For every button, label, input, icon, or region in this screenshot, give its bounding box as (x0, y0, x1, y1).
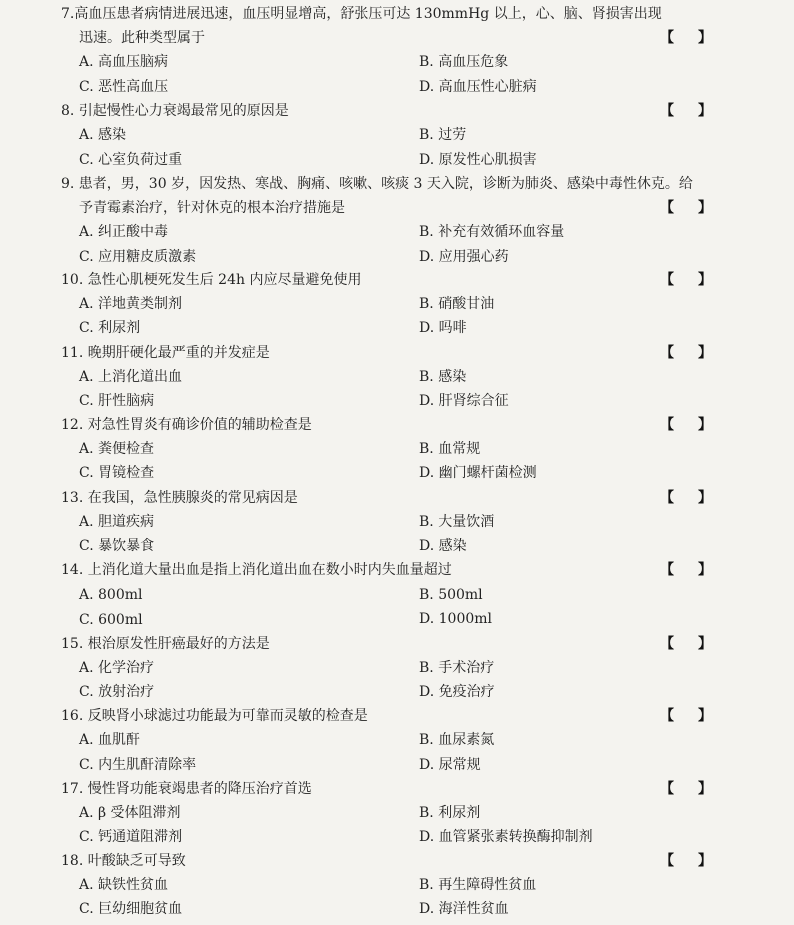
bracket-close: 】 (698, 272, 712, 288)
bracket-open: 【 (660, 103, 674, 119)
option-d[interactable]: D. 吗啡 (419, 320, 467, 336)
bracket-open: 【 (660, 345, 674, 361)
bracket-close: 】 (698, 562, 712, 578)
option-c[interactable]: C. 放射治疗 (79, 684, 155, 700)
bracket-close: 】 (698, 200, 712, 216)
bracket-open: 【 (660, 417, 674, 433)
bracket-close: 】 (698, 781, 712, 797)
question-stem: 12. 对急性胃炎有确诊价值的辅助检查是 (61, 417, 312, 433)
option-d[interactable]: D. 尿常规 (419, 757, 481, 773)
question-stem: 7.高血压患者病情进展迅速，血压明显增高，舒张压可达 130mmHg 以上，心、脑、肾损害出现 (61, 6, 662, 22)
option-a[interactable]: A. 化学治疗 (79, 660, 155, 676)
option-a[interactable]: A. 洋地黄类制剂 (79, 296, 183, 312)
option-b[interactable]: B. 过劳 (419, 127, 467, 143)
option-b[interactable]: B. 再生障碍性贫血 (419, 877, 537, 893)
question-stem: 14. 上消化道大量出血是指上消化道出血在数小时内失血量超过 (61, 562, 452, 578)
option-c[interactable]: C. 应用糖皮质激素 (79, 249, 197, 265)
answer-bracket[interactable] (660, 704, 712, 728)
option-c[interactable]: C. 内生肌酐清除率 (79, 757, 197, 773)
answer-bracket[interactable] (660, 486, 712, 510)
option-d[interactable]: D. 免疫治疗 (419, 684, 495, 700)
option-c[interactable]: C. 600ml (79, 612, 143, 628)
answer-bracket[interactable] (660, 849, 712, 873)
question-stem: 13. 在我国，急性胰腺炎的常见病因是 (61, 490, 298, 506)
option-d[interactable]: D. 海洋性贫血 (419, 901, 509, 917)
option-a[interactable]: A. β 受体阻滞剂 (79, 805, 181, 821)
option-c[interactable]: C. 恶性高血压 (79, 79, 169, 95)
option-d[interactable]: D. 高血压性心脏病 (419, 79, 537, 95)
option-b[interactable]: B. 大量饮酒 (419, 514, 495, 530)
option-b[interactable]: B. 血尿素氮 (419, 732, 495, 748)
option-a[interactable]: A. 血肌酐 (79, 732, 141, 748)
answer-bracket[interactable] (660, 99, 712, 123)
bracket-open: 【 (660, 636, 674, 652)
question-stem-continued: 予青霉素治疗，针对休克的根本治疗措施是 (79, 200, 345, 216)
answer-bracket[interactable] (660, 413, 712, 437)
bracket-close: 】 (698, 490, 712, 506)
option-c[interactable]: C. 暴饮暴食 (79, 538, 155, 554)
option-b[interactable]: B. 血常规 (419, 441, 481, 457)
option-d[interactable]: D. 原发性心肌损害 (419, 152, 537, 168)
option-d[interactable]: D. 血管紧张素转换酶抑制剂 (419, 829, 593, 845)
question-stem: 16. 反映肾小球滤过功能最为可靠而灵敏的检查是 (61, 708, 368, 724)
bracket-open: 【 (660, 30, 674, 46)
answer-bracket[interactable] (660, 26, 712, 50)
bracket-open: 【 (660, 853, 674, 869)
option-b[interactable]: B. 补充有效循环血容量 (419, 224, 565, 240)
option-c[interactable]: C. 胃镜检查 (79, 465, 155, 481)
option-c[interactable]: C. 钙通道阻滞剂 (79, 829, 183, 845)
question-stem: 11. 晚期肝硬化最严重的并发症是 (61, 345, 270, 361)
option-b[interactable]: B. 硝酸甘油 (419, 296, 495, 312)
option-a[interactable]: A. 纠正酸中毒 (79, 224, 169, 240)
answer-bracket[interactable] (660, 196, 712, 220)
option-a[interactable]: A. 800ml (79, 587, 143, 603)
option-d[interactable]: D. 应用强心药 (419, 249, 509, 265)
option-d[interactable]: D. 肝肾综合征 (419, 393, 509, 409)
bracket-open: 【 (660, 490, 674, 506)
option-a[interactable]: A. 胆道疾病 (79, 514, 155, 530)
answer-bracket[interactable] (660, 632, 712, 656)
option-c[interactable]: C. 巨幼细胞贫血 (79, 901, 183, 917)
bracket-open: 【 (660, 200, 674, 216)
option-a[interactable]: A. 粪便检查 (79, 441, 155, 457)
bracket-close: 】 (698, 636, 712, 652)
question-stem: 10. 急性心肌梗死发生后 24h 内应尽量避免使用 (61, 272, 362, 288)
option-b[interactable]: B. 利尿剂 (419, 805, 481, 821)
bracket-open: 【 (660, 708, 674, 724)
answer-bracket[interactable] (660, 777, 712, 801)
answer-bracket[interactable] (660, 341, 712, 365)
option-a[interactable]: A. 高血压脑病 (79, 54, 169, 70)
bracket-open: 【 (660, 781, 674, 797)
option-a[interactable]: A. 上消化道出血 (79, 369, 183, 385)
question-stem-continued: 迅速。此种类型属于 (79, 30, 205, 46)
option-d[interactable]: D. 感染 (419, 538, 467, 554)
option-b[interactable]: B. 高血压危象 (419, 54, 509, 70)
bracket-open: 【 (660, 562, 674, 578)
option-b[interactable]: B. 感染 (419, 369, 467, 385)
bracket-close: 】 (698, 345, 712, 361)
question-stem: 17. 慢性肾功能衰竭患者的降压治疗首选 (61, 781, 312, 797)
option-b[interactable]: B. 手术治疗 (419, 660, 495, 676)
bracket-close: 】 (698, 417, 712, 433)
option-c[interactable]: C. 心室负荷过重 (79, 152, 183, 168)
option-b[interactable]: B. 500ml (419, 587, 483, 603)
bracket-close: 】 (698, 30, 712, 46)
question-stem: 15. 根治原发性肝癌最好的方法是 (61, 636, 270, 652)
bracket-open: 【 (660, 272, 674, 288)
option-d[interactable]: D. 幽门螺杆菌检测 (419, 465, 537, 481)
option-d[interactable]: D. 1000ml (419, 611, 493, 627)
answer-bracket[interactable] (660, 558, 712, 582)
option-c[interactable]: C. 利尿剂 (79, 320, 141, 336)
bracket-close: 】 (698, 103, 712, 119)
question-stem: 9. 患者，男，30 岁，因发热、寒战、胸痛、咳嗽、咳痰 3 天入院，诊断为肺炎、感染中毒性休克。给 (61, 176, 693, 192)
answer-bracket[interactable] (660, 268, 712, 292)
question-stem: 18. 叶酸缺乏可导致 (61, 853, 186, 869)
bracket-close: 】 (698, 853, 712, 869)
option-c[interactable]: C. 肝性脑病 (79, 393, 155, 409)
bracket-close: 】 (698, 708, 712, 724)
question-stem: 8. 引起慢性心力衰竭最常见的原因是 (61, 103, 289, 119)
option-a[interactable]: A. 缺铁性贫血 (79, 877, 169, 893)
option-a[interactable]: A. 感染 (79, 127, 127, 143)
